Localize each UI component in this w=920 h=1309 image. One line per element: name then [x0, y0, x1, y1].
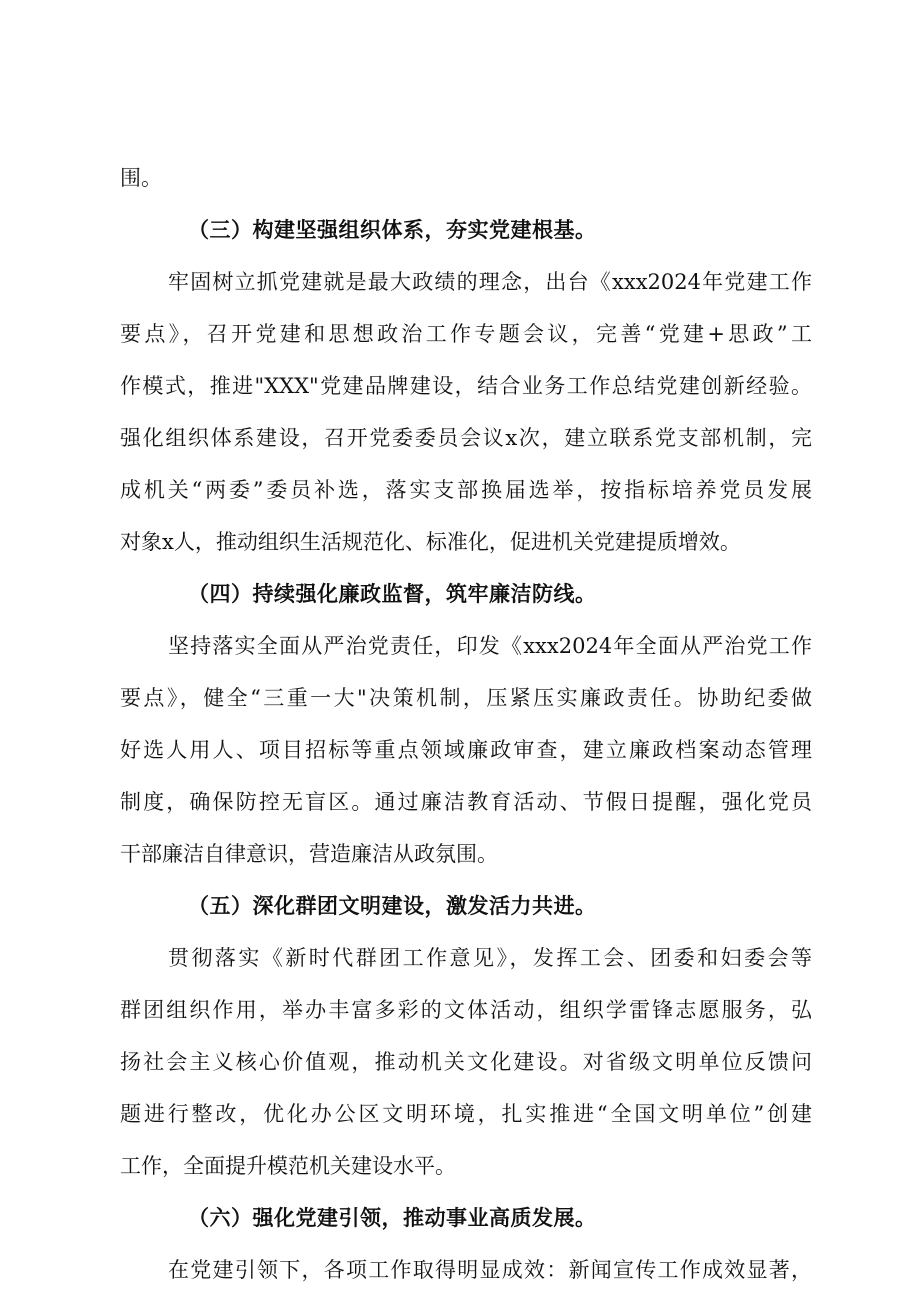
paragraph-line: 好选人用人、项目招标等重点领域廉政审查，建立廉政档案动态管理: [120, 738, 812, 762]
paragraph-line: 在党建引领下，各项工作取得明显成效：新闻宣传工作成效显著，: [168, 1258, 812, 1282]
paragraph-line: 对象x人，推动组织生活规范化、标准化，促进机关党建提质增效。: [120, 530, 741, 554]
section-heading-3: （三）构建坚强组织体系，夯实党建根基。: [188, 217, 597, 242]
section-heading-6: （六）强化党建引领，推动事业高质发展。: [188, 1205, 597, 1230]
paragraph-line: 群团组织作用，举办丰富多彩的文体活动，组织学雷锋志愿服务，弘: [120, 998, 812, 1022]
paragraph-line: 强化组织体系建设，召开党委委员会议x次，建立联系党支部机制，完: [120, 426, 812, 450]
document-body: [120, 165, 812, 1309]
paragraph-line: 要点》，召开党建和思想政治工作专题会议，完善“党建+思政”工: [120, 322, 812, 346]
paragraph-line: 题进行整改，优化办公区文明环境，扎实推进“全国文明单位”创建: [120, 1102, 812, 1126]
paragraph-line: 工作，全面提升模范机关建设水平。: [120, 1154, 456, 1178]
paragraph-line: 要点》，健全“三重一大"决策机制，压紧压实廉政责任。协助纪委做: [120, 686, 812, 710]
paragraph-line: 干部廉洁自律意识，营造廉洁从政氛围。: [120, 842, 498, 866]
section-heading-4: （四）持续强化廉政监督，筑牢廉洁防线。: [188, 581, 597, 606]
paragraph-line: 制度，确保防控无盲区。通过廉洁教育活动、节假日提醒，强化党员: [120, 790, 812, 814]
paragraph-line: 坚持落实全面从严治党责任，印发《xxx2024年全面从严治党工作: [168, 634, 812, 658]
paragraph-tail-line: 围。: [120, 166, 162, 190]
paragraph-line: 牢固树立抓党建就是最大政绩的理念，出台《xxx2024年党建工作: [168, 270, 812, 294]
paragraph-line: 作模式，推进"XXX"党建品牌建设，结合业务工作总结党建创新经验。: [120, 374, 812, 398]
paragraph-line: 扬社会主义核心价值观，推动机关文化建设。对省级文明单位反馈问: [120, 1050, 812, 1074]
section-heading-5: （五）深化群团文明建设，激发活力共进。: [188, 893, 597, 918]
paragraph-line: 成机关“两委”委员补选，落实支部换届选举，按指标培养党员发展: [120, 478, 812, 502]
paragraph-line: 贯彻落实《新时代群团工作意见》，发挥工会、团委和妇委会等: [168, 946, 812, 970]
